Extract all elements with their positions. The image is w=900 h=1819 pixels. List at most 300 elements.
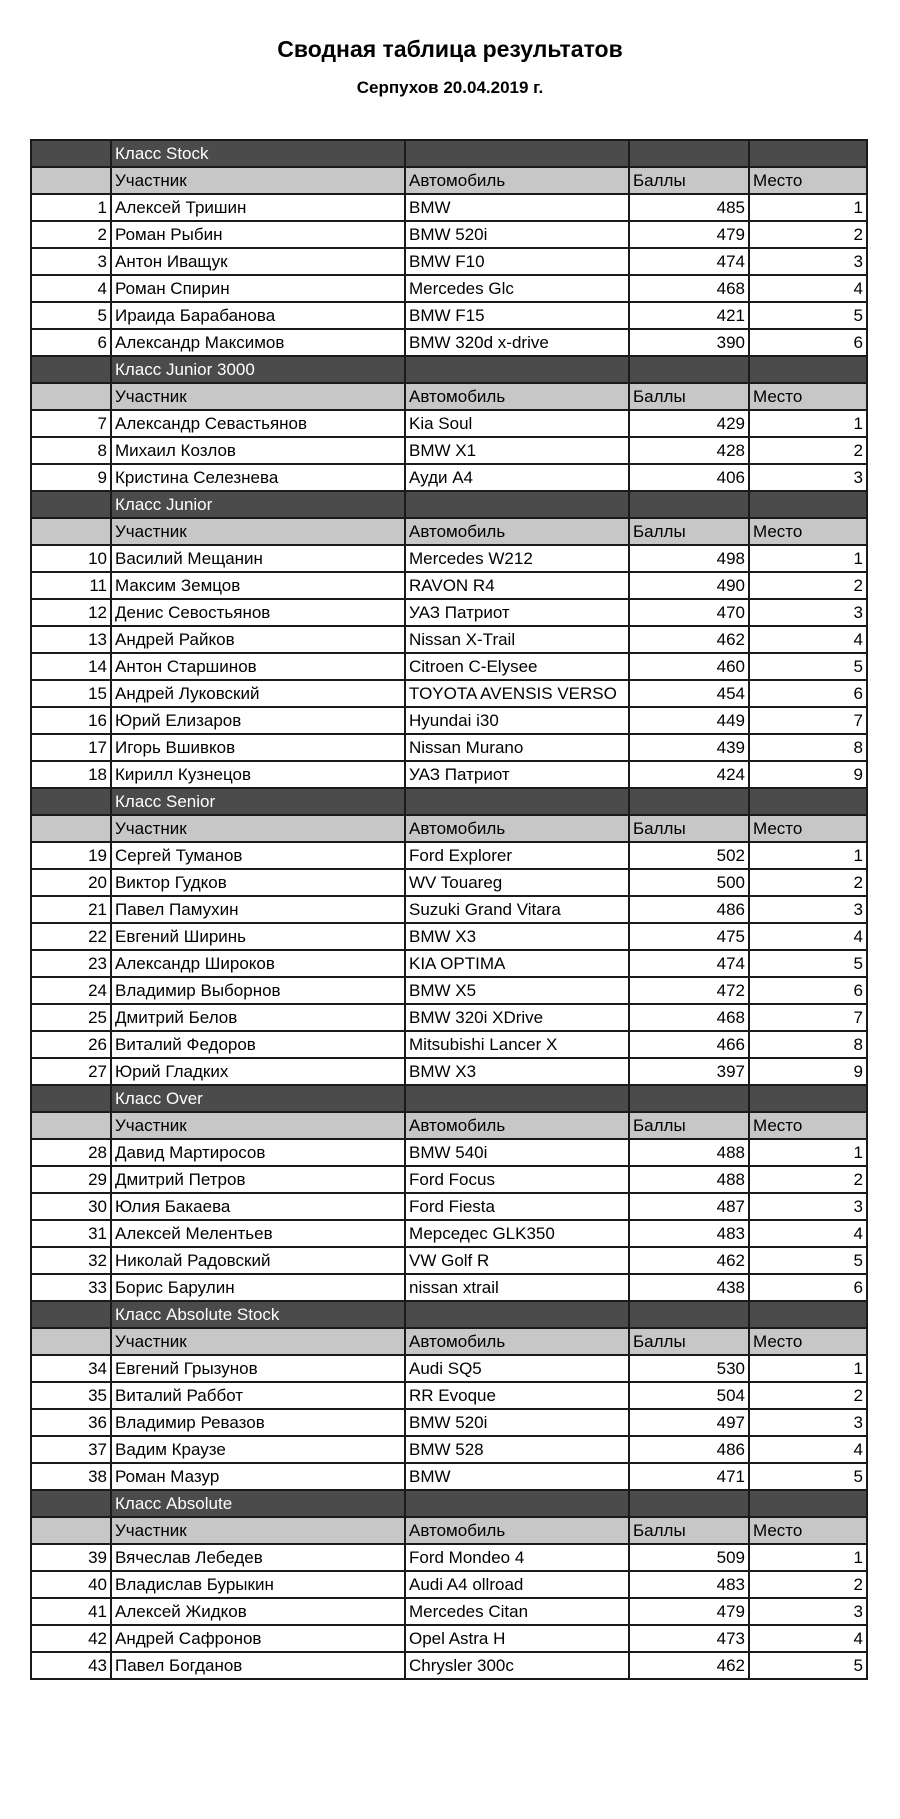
table-row: [31, 329, 867, 356]
place-value: 3: [749, 896, 867, 923]
page-title: Сводная таблица результатов: [277, 36, 623, 62]
car-model: BMW F10: [405, 248, 629, 275]
table-row: [31, 869, 867, 896]
row-number: 7: [31, 410, 111, 437]
car-model: Ford Focus: [405, 1166, 629, 1193]
participant-name: Андрей Сафронов: [111, 1625, 405, 1652]
class-header-empty: [629, 1490, 749, 1517]
class-header-empty: [405, 1301, 629, 1328]
points-value: 468: [629, 275, 749, 302]
place-value: 4: [749, 923, 867, 950]
points-value: 468: [629, 1004, 749, 1031]
column-header-car: Автомобиль: [405, 518, 629, 545]
participant-name: Александр Севастьянов: [111, 410, 405, 437]
participant-name: Владимир Выборнов: [111, 977, 405, 1004]
column-header-car: Автомобиль: [405, 815, 629, 842]
participant-name: Евгений Грызунов: [111, 1355, 405, 1382]
row-number: 20: [31, 869, 111, 896]
participant-name: Антон Иващук: [111, 248, 405, 275]
participant-name: Алексей Мелентьев: [111, 1220, 405, 1247]
class-header-row: [31, 1085, 867, 1112]
car-model: Ford Mondeo 4: [405, 1544, 629, 1571]
table-row: [31, 1625, 867, 1652]
car-model: Audi A4 ollroad: [405, 1571, 629, 1598]
participant-name: Давид Мартиросов: [111, 1139, 405, 1166]
table-row: [31, 1355, 867, 1382]
car-model: УАЗ Патриот: [405, 761, 629, 788]
participant-name: Антон Старшинов: [111, 653, 405, 680]
points-value: 485: [629, 194, 749, 221]
place-value: 6: [749, 1274, 867, 1301]
column-header-car: Автомобиль: [405, 1517, 629, 1544]
class-header-row: [31, 1490, 867, 1517]
points-value: 429: [629, 410, 749, 437]
participant-name: Роман Рыбин: [111, 221, 405, 248]
table-row: [31, 1436, 867, 1463]
place-value: 2: [749, 869, 867, 896]
table-row: [31, 194, 867, 221]
place-value: 3: [749, 599, 867, 626]
points-value: 479: [629, 221, 749, 248]
place-value: 1: [749, 1139, 867, 1166]
row-number: 30: [31, 1193, 111, 1220]
column-header-row: [31, 383, 867, 410]
row-number: 28: [31, 1139, 111, 1166]
row-number: 22: [31, 923, 111, 950]
row-number: 18: [31, 761, 111, 788]
column-header-participant: Участник: [111, 167, 405, 194]
car-model: BMW: [405, 1463, 629, 1490]
column-header-points: Баллы: [629, 518, 749, 545]
class-header-empty: [629, 1085, 749, 1112]
column-header-place: Место: [749, 1328, 867, 1355]
participant-name: Михаил Козлов: [111, 437, 405, 464]
class-name: Класс Senior: [111, 788, 405, 815]
participant-name: Владислав Бурыкин: [111, 1571, 405, 1598]
class-header-empty: [749, 1490, 867, 1517]
place-value: 1: [749, 194, 867, 221]
car-model: TOYOTA AVENSIS VERSO: [405, 680, 629, 707]
car-model: Ford Fiesta: [405, 1193, 629, 1220]
car-model: BMW X1: [405, 437, 629, 464]
column-header-car: Автомобиль: [405, 1112, 629, 1139]
place-value: 4: [749, 1625, 867, 1652]
column-header-car: Автомобиль: [405, 167, 629, 194]
car-model: BMW 320i XDrive: [405, 1004, 629, 1031]
row-number: 9: [31, 464, 111, 491]
points-value: 474: [629, 248, 749, 275]
row-number: 32: [31, 1247, 111, 1274]
place-value: 3: [749, 1193, 867, 1220]
class-header-spacer: [31, 140, 111, 167]
car-model: Suzuki Grand Vitara: [405, 896, 629, 923]
table-row: [31, 1571, 867, 1598]
row-number: 15: [31, 680, 111, 707]
participant-name: Виктор Гудков: [111, 869, 405, 896]
table-row: [31, 1409, 867, 1436]
class-header-empty: [405, 356, 629, 383]
points-value: 490: [629, 572, 749, 599]
participant-name: Павел Памухин: [111, 896, 405, 923]
column-header-points: Баллы: [629, 1517, 749, 1544]
participant-name: Кирилл Кузнецов: [111, 761, 405, 788]
class-name: Класс Over: [111, 1085, 405, 1112]
car-model: BMW F15: [405, 302, 629, 329]
column-header-points: Баллы: [629, 815, 749, 842]
place-value: 7: [749, 707, 867, 734]
place-value: 4: [749, 1220, 867, 1247]
place-value: 9: [749, 761, 867, 788]
class-header-empty: [405, 491, 629, 518]
car-model: Ауди А4: [405, 464, 629, 491]
row-number: 6: [31, 329, 111, 356]
table-row: [31, 761, 867, 788]
class-header-empty: [749, 491, 867, 518]
table-row: [31, 923, 867, 950]
class-name: Класс Absolute Stock: [111, 1301, 405, 1328]
row-number: 3: [31, 248, 111, 275]
table-row: [31, 545, 867, 572]
table-row: [31, 1463, 867, 1490]
car-model: BMW X3: [405, 1058, 629, 1085]
points-value: 472: [629, 977, 749, 1004]
table-row: [31, 437, 867, 464]
car-model: Chrysler 300c: [405, 1652, 629, 1679]
points-value: 483: [629, 1220, 749, 1247]
place-value: 2: [749, 1382, 867, 1409]
participant-name: Юрий Елизаров: [111, 707, 405, 734]
car-model: BMW 520i: [405, 1409, 629, 1436]
class-header-empty: [629, 140, 749, 167]
class-header-empty: [405, 1085, 629, 1112]
class-header-empty: [405, 1490, 629, 1517]
class-header-empty: [749, 140, 867, 167]
points-value: 470: [629, 599, 749, 626]
row-number: 29: [31, 1166, 111, 1193]
column-header-participant: Участник: [111, 815, 405, 842]
points-value: 488: [629, 1166, 749, 1193]
participant-name: Вадим Краузе: [111, 1436, 405, 1463]
points-value: 497: [629, 1409, 749, 1436]
page-subtitle: Серпухов 20.04.2019 г.: [356, 78, 544, 97]
table-row: [31, 599, 867, 626]
car-model: Opel Astra H: [405, 1625, 629, 1652]
place-value: 1: [749, 1355, 867, 1382]
place-value: 4: [749, 1436, 867, 1463]
points-value: 509: [629, 1544, 749, 1571]
class-header-empty: [629, 356, 749, 383]
car-model: УАЗ Патриот: [405, 599, 629, 626]
table-row: [31, 1166, 867, 1193]
column-header-car: Автомобиль: [405, 383, 629, 410]
place-value: 5: [749, 1247, 867, 1274]
column-header-points: Баллы: [629, 167, 749, 194]
points-value: 449: [629, 707, 749, 734]
row-number: 16: [31, 707, 111, 734]
points-value: 474: [629, 950, 749, 977]
row-number: 5: [31, 302, 111, 329]
car-model: Nissan X-Trail: [405, 626, 629, 653]
class-header-row: [31, 491, 867, 518]
car-model: Audi SQ5: [405, 1355, 629, 1382]
car-model: RAVON R4: [405, 572, 629, 599]
points-value: 460: [629, 653, 749, 680]
participant-name: Вячеслав Лебедев: [111, 1544, 405, 1571]
table-row: [31, 1058, 867, 1085]
table-row: [31, 1031, 867, 1058]
points-value: 530: [629, 1355, 749, 1382]
points-value: 406: [629, 464, 749, 491]
car-model: Mitsubishi Lancer X: [405, 1031, 629, 1058]
place-value: 2: [749, 221, 867, 248]
place-value: 6: [749, 680, 867, 707]
column-header-place: Место: [749, 383, 867, 410]
row-number: 13: [31, 626, 111, 653]
points-value: 498: [629, 545, 749, 572]
place-value: 1: [749, 410, 867, 437]
car-model: BMW X3: [405, 923, 629, 950]
row-number: 14: [31, 653, 111, 680]
table-row: [31, 1274, 867, 1301]
row-number: 31: [31, 1220, 111, 1247]
car-model: BMW X5: [405, 977, 629, 1004]
points-value: 397: [629, 1058, 749, 1085]
car-model: Nissan Murano: [405, 734, 629, 761]
place-value: 5: [749, 302, 867, 329]
participant-name: Василий Мещанин: [111, 545, 405, 572]
table-row: [31, 275, 867, 302]
row-number: 25: [31, 1004, 111, 1031]
table-row: [31, 1139, 867, 1166]
car-model: BMW 540i: [405, 1139, 629, 1166]
column-header-points: Баллы: [629, 1112, 749, 1139]
class-header-spacer: [31, 356, 111, 383]
class-name: Класс Junior: [111, 491, 405, 518]
participant-name: Александр Широков: [111, 950, 405, 977]
class-header-row: [31, 356, 867, 383]
column-header-participant: Участник: [111, 518, 405, 545]
column-header-car: Автомобиль: [405, 1328, 629, 1355]
car-model: Citroen C-Elysee: [405, 653, 629, 680]
place-value: 2: [749, 437, 867, 464]
participant-name: Андрей Луковский: [111, 680, 405, 707]
participant-name: Максим Земцов: [111, 572, 405, 599]
place-value: 3: [749, 248, 867, 275]
class-header-empty: [629, 788, 749, 815]
participant-name: Денис Севостьянов: [111, 599, 405, 626]
row-number: 34: [31, 1355, 111, 1382]
points-value: 438: [629, 1274, 749, 1301]
place-value: 2: [749, 572, 867, 599]
column-header-place: Место: [749, 167, 867, 194]
points-value: 439: [629, 734, 749, 761]
place-value: 5: [749, 1652, 867, 1679]
car-model: Ford Explorer: [405, 842, 629, 869]
car-model: Kia Soul: [405, 410, 629, 437]
row-number: 10: [31, 545, 111, 572]
row-number: 42: [31, 1625, 111, 1652]
column-header-place: Место: [749, 518, 867, 545]
class-header-empty: [749, 356, 867, 383]
table-row: [31, 680, 867, 707]
car-model: Мерседес GLK350: [405, 1220, 629, 1247]
car-model: Mercedes Glc: [405, 275, 629, 302]
car-model: RR Evoque: [405, 1382, 629, 1409]
car-model: Hyundai i30: [405, 707, 629, 734]
points-value: 487: [629, 1193, 749, 1220]
column-header-place: Место: [749, 815, 867, 842]
column-header-row: [31, 1112, 867, 1139]
class-header-spacer: [31, 1301, 111, 1328]
car-model: WV Touareg: [405, 869, 629, 896]
row-number: 33: [31, 1274, 111, 1301]
column-header-number: [31, 1517, 111, 1544]
place-value: 8: [749, 1031, 867, 1058]
participant-name: Борис Барулин: [111, 1274, 405, 1301]
row-number: 1: [31, 194, 111, 221]
column-header-participant: Участник: [111, 1112, 405, 1139]
place-value: 5: [749, 1463, 867, 1490]
row-number: 37: [31, 1436, 111, 1463]
row-number: 21: [31, 896, 111, 923]
row-number: 41: [31, 1598, 111, 1625]
place-value: 1: [749, 1544, 867, 1571]
participant-name: Игорь Вшивков: [111, 734, 405, 761]
place-value: 2: [749, 1571, 867, 1598]
column-header-participant: Участник: [111, 1517, 405, 1544]
row-number: 35: [31, 1382, 111, 1409]
table-row: [31, 1598, 867, 1625]
row-number: 8: [31, 437, 111, 464]
points-value: 390: [629, 329, 749, 356]
table-row: [31, 410, 867, 437]
participant-name: Павел Богданов: [111, 1652, 405, 1679]
car-model: BMW 320d x-drive: [405, 329, 629, 356]
column-header-place: Место: [749, 1112, 867, 1139]
participant-name: Сергей Туманов: [111, 842, 405, 869]
points-value: 500: [629, 869, 749, 896]
table-row: [31, 1652, 867, 1679]
place-value: 1: [749, 842, 867, 869]
place-value: 4: [749, 275, 867, 302]
points-value: 462: [629, 1652, 749, 1679]
points-value: 421: [629, 302, 749, 329]
column-header-number: [31, 383, 111, 410]
table-row: [31, 464, 867, 491]
class-header-empty: [405, 140, 629, 167]
class-header-spacer: [31, 1085, 111, 1112]
place-value: 3: [749, 1598, 867, 1625]
table-row: [31, 302, 867, 329]
column-header-row: [31, 1328, 867, 1355]
class-header-empty: [749, 1301, 867, 1328]
car-model: BMW 528: [405, 1436, 629, 1463]
column-header-place: Место: [749, 1517, 867, 1544]
results-table: [30, 139, 868, 1680]
place-value: 5: [749, 950, 867, 977]
class-header-empty: [749, 788, 867, 815]
class-header-row: [31, 1301, 867, 1328]
points-value: 488: [629, 1139, 749, 1166]
column-header-participant: Участник: [111, 383, 405, 410]
table-row: [31, 1004, 867, 1031]
class-name: Класс Stock: [111, 140, 405, 167]
row-number: 40: [31, 1571, 111, 1598]
class-header-empty: [629, 1301, 749, 1328]
table-row: [31, 248, 867, 275]
participant-name: Роман Мазур: [111, 1463, 405, 1490]
participant-name: Юлия Бакаева: [111, 1193, 405, 1220]
column-header-participant: Участник: [111, 1328, 405, 1355]
points-value: 504: [629, 1382, 749, 1409]
participant-name: Дмитрий Петров: [111, 1166, 405, 1193]
points-value: 471: [629, 1463, 749, 1490]
class-header-spacer: [31, 491, 111, 518]
participant-name: Алексей Тришин: [111, 194, 405, 221]
class-name: Класс Absolute: [111, 1490, 405, 1517]
class-header-empty: [629, 491, 749, 518]
row-number: 4: [31, 275, 111, 302]
participant-name: Алексей Жидков: [111, 1598, 405, 1625]
participant-name: Андрей Райков: [111, 626, 405, 653]
participant-name: Николай Радовский: [111, 1247, 405, 1274]
row-number: 19: [31, 842, 111, 869]
row-number: 12: [31, 599, 111, 626]
participant-name: Дмитрий Белов: [111, 1004, 405, 1031]
table-row: [31, 707, 867, 734]
table-row: [31, 572, 867, 599]
results-table-body: [31, 140, 867, 1679]
points-value: 475: [629, 923, 749, 950]
row-number: 39: [31, 1544, 111, 1571]
points-value: 486: [629, 896, 749, 923]
class-header-empty: [405, 788, 629, 815]
place-value: 6: [749, 329, 867, 356]
row-number: 27: [31, 1058, 111, 1085]
place-value: 3: [749, 1409, 867, 1436]
points-value: 462: [629, 1247, 749, 1274]
table-row: [31, 734, 867, 761]
car-model: VW Golf R: [405, 1247, 629, 1274]
participant-name: Александр Максимов: [111, 329, 405, 356]
participant-name: Евгений Ширинь: [111, 923, 405, 950]
car-model: BMW: [405, 194, 629, 221]
class-name: Класс Junior 3000: [111, 356, 405, 383]
table-row: [31, 977, 867, 1004]
points-value: 462: [629, 626, 749, 653]
row-number: 38: [31, 1463, 111, 1490]
place-value: 5: [749, 653, 867, 680]
points-value: 483: [629, 1571, 749, 1598]
participant-name: Владимир Ревазов: [111, 1409, 405, 1436]
row-number: 24: [31, 977, 111, 1004]
place-value: 1: [749, 545, 867, 572]
table-row: [31, 1544, 867, 1571]
table-row: [31, 626, 867, 653]
table-row: [31, 842, 867, 869]
table-row: [31, 653, 867, 680]
table-row: [31, 1382, 867, 1409]
table-row: [31, 950, 867, 977]
row-number: 17: [31, 734, 111, 761]
points-value: 466: [629, 1031, 749, 1058]
car-model: BMW 520i: [405, 221, 629, 248]
car-model: nissan xtrail: [405, 1274, 629, 1301]
column-header-points: Баллы: [629, 383, 749, 410]
column-header-row: [31, 518, 867, 545]
column-header-number: [31, 167, 111, 194]
class-header-spacer: [31, 788, 111, 815]
